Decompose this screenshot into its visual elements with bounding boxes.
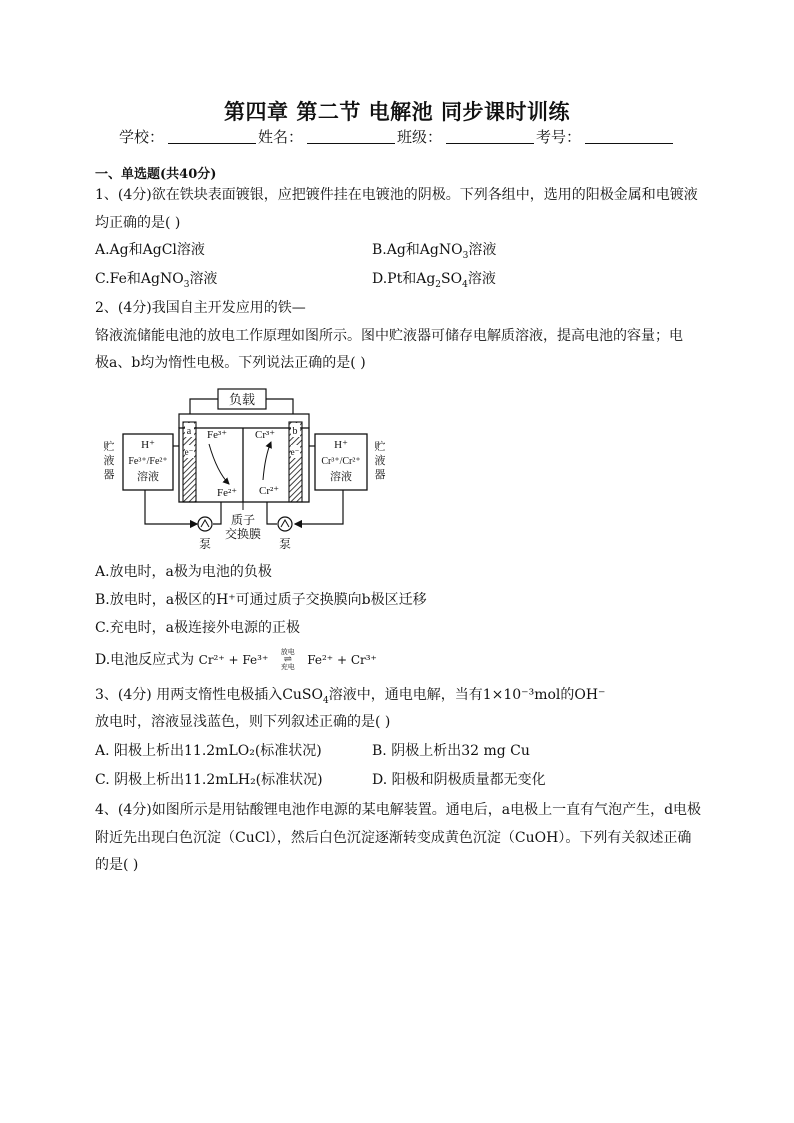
left-tank-solution: 溶液 <box>137 471 159 483</box>
page-title: 第四章 第二节 电解池 同步课时训练 <box>224 99 570 124</box>
class-label: 班级： <box>397 128 443 146</box>
q4-stem-line1: 4、(4分)如图所示是用钴酸锂电池作电源的某电解装置。通电后，a电极上一直有气泡产生，d电极 <box>95 802 702 818</box>
fe3-label: Fe³⁺ <box>207 429 228 441</box>
student-info-line <box>0 126 794 147</box>
name-blank <box>307 129 395 144</box>
right-tank-ion1: H⁺ <box>334 439 348 451</box>
q1-option-b-sub: 3 <box>462 250 469 261</box>
right-side-char1: 贮 <box>374 441 386 453</box>
q2-reaction-left: Cr²⁺ + Fe³⁺ <box>198 653 269 667</box>
left-tank-ion1: H⁺ <box>141 439 155 451</box>
electron-b-label: e⁻ <box>290 447 300 457</box>
section-title: 一、单选题(共40分) <box>95 167 217 182</box>
q3-stem-text: 3、(4分) 用两支惰性电极插入 <box>95 687 283 703</box>
q2-option-d-text: D.电池反应式为 <box>95 652 195 668</box>
fe2-label: Fe²⁺ <box>217 487 238 499</box>
flow-battery-diagram <box>97 384 395 560</box>
q3-stem-tail: 溶液中，通电电解，当有1×10⁻³mol的OH⁻ <box>328 687 606 703</box>
name-label: 姓名： <box>257 128 303 146</box>
membrane-label-line2: 交换膜 <box>224 527 262 541</box>
school-label: 学校： <box>118 128 164 146</box>
q1-option-d-tail: 溶液 <box>467 271 496 287</box>
membrane-label-line1: 质子 <box>230 513 256 527</box>
wire-left-top <box>190 399 218 414</box>
q2-stem-line3: 极a、b均为惰性电极。下列说法正确的是( ) <box>95 355 366 371</box>
left-side-char3: 器 <box>103 469 115 481</box>
right-side-char2: 液 <box>374 455 386 467</box>
q1-option-b <box>372 241 496 259</box>
right-tank-solution: 溶液 <box>330 471 352 483</box>
exam-number-field <box>536 126 675 147</box>
q1-option-d-sub1: 2 <box>435 279 442 290</box>
left-side-char1: 贮 <box>103 441 115 453</box>
right-pump-tube <box>267 502 277 524</box>
q1-option-c-text: C.Fe和AgNO <box>95 271 184 287</box>
wire-right-top <box>266 399 293 414</box>
electrode-b-label: b <box>292 426 298 437</box>
q3-option-a: A. 阳极上析出11.2mLO₂(标准状况) <box>95 743 322 759</box>
q2-option-b: B.放电时，a极区的H⁺可通过质子交换膜向b极区迁移 <box>95 592 427 608</box>
q2-reaction-arrow: 放电 ⇌ 充电 <box>280 648 295 671</box>
left-tank-ion2: Fe³⁺/Fe²⁺ <box>128 456 168 467</box>
electrode-a-label: a <box>186 426 192 437</box>
q2-reaction-arrow-bottom: 充电 <box>280 663 295 671</box>
q3-stem-sub: 4 <box>323 695 329 706</box>
left-side-char2: 液 <box>103 455 115 467</box>
exam-number-blank <box>585 129 673 144</box>
school-field <box>119 126 258 147</box>
q3-stem-formula: CuSO <box>282 687 323 703</box>
load-label: 负载 <box>228 392 256 407</box>
q3-option-b: B. 阴极上析出32 mg Cu <box>372 743 530 759</box>
q2-option-a: A.放电时，a极为电池的负极 <box>95 564 272 580</box>
q2-stem-line1: 2、(4分)我国自主开发应用的铁— <box>95 300 306 316</box>
right-tank-ion2: Cr³⁺/Cr²⁺ <box>321 456 361 467</box>
right-side-char3: 器 <box>374 469 386 481</box>
q4-stem-line2: 附近先出现白色沉淀（CuCl），然后白色沉淀逐渐转变成黄色沉淀（CuOH）。下列有关叙述正确 <box>95 830 692 846</box>
left-pump-tube <box>213 502 221 524</box>
q1-option-c-sub: 3 <box>183 279 190 290</box>
q2-option-c: C.充电时，a极连接外电源的正极 <box>95 620 301 636</box>
name-field <box>258 126 397 147</box>
q1-option-c <box>95 270 217 288</box>
q3-option-c: C. 阴极上析出11.2mLH₂(标准状况) <box>95 772 323 788</box>
q1-option-d-mid: SO <box>441 271 463 287</box>
q1-option-d-text: D.Pt和Ag <box>372 271 436 287</box>
q4-stem-line3: 的是( ) <box>95 857 139 873</box>
q1-option-d <box>372 270 496 288</box>
right-pump-label: 泵 <box>278 537 292 551</box>
q3-stem-line2: 放电时，溶液显浅蓝色，则下列叙述正确的是( ) <box>95 714 391 730</box>
q3-stem-line1 <box>95 686 605 704</box>
q1-stem-line1: 1、(4分)欲在铁块表面镀银，应把镀件挂在电镀池的阴极。下列各组中，选用的阳极金属和电镀液 <box>95 187 698 203</box>
left-pump-label: 泵 <box>198 537 212 551</box>
q2-option-d <box>95 649 377 671</box>
class-blank <box>446 129 534 144</box>
exam-number-label: 考号： <box>536 128 582 146</box>
school-blank <box>168 129 256 144</box>
cr3-label: Cr³⁺ <box>255 429 276 441</box>
q2-stem-line2: 铬液流储能电池的放电工作原理如图所示。图中贮液器可储存电解质溶液，提高电池的容量；电 <box>95 328 683 344</box>
electron-a-label: e⁻ <box>184 447 194 457</box>
q1-option-b-text: B.Ag和AgNO <box>372 242 463 258</box>
class-field <box>397 126 536 147</box>
q2-reaction-arrow-top: 放电 <box>280 648 295 656</box>
q1-option-c-tail: 溶液 <box>189 271 218 287</box>
q1-stem-line2: 均正确的是( ) <box>95 215 181 231</box>
q3-option-d: D. 阳极和阴极质量都无变化 <box>372 772 546 788</box>
q1-option-d-sub2: 4 <box>462 279 468 290</box>
q1-option-b-tail: 溶液 <box>468 242 497 258</box>
q2-reaction-right: Fe²⁺ + Cr³⁺ <box>307 653 377 667</box>
q1-option-a: A.Ag和AgCl溶液 <box>95 242 205 258</box>
cr2-label: Cr²⁺ <box>259 485 280 497</box>
